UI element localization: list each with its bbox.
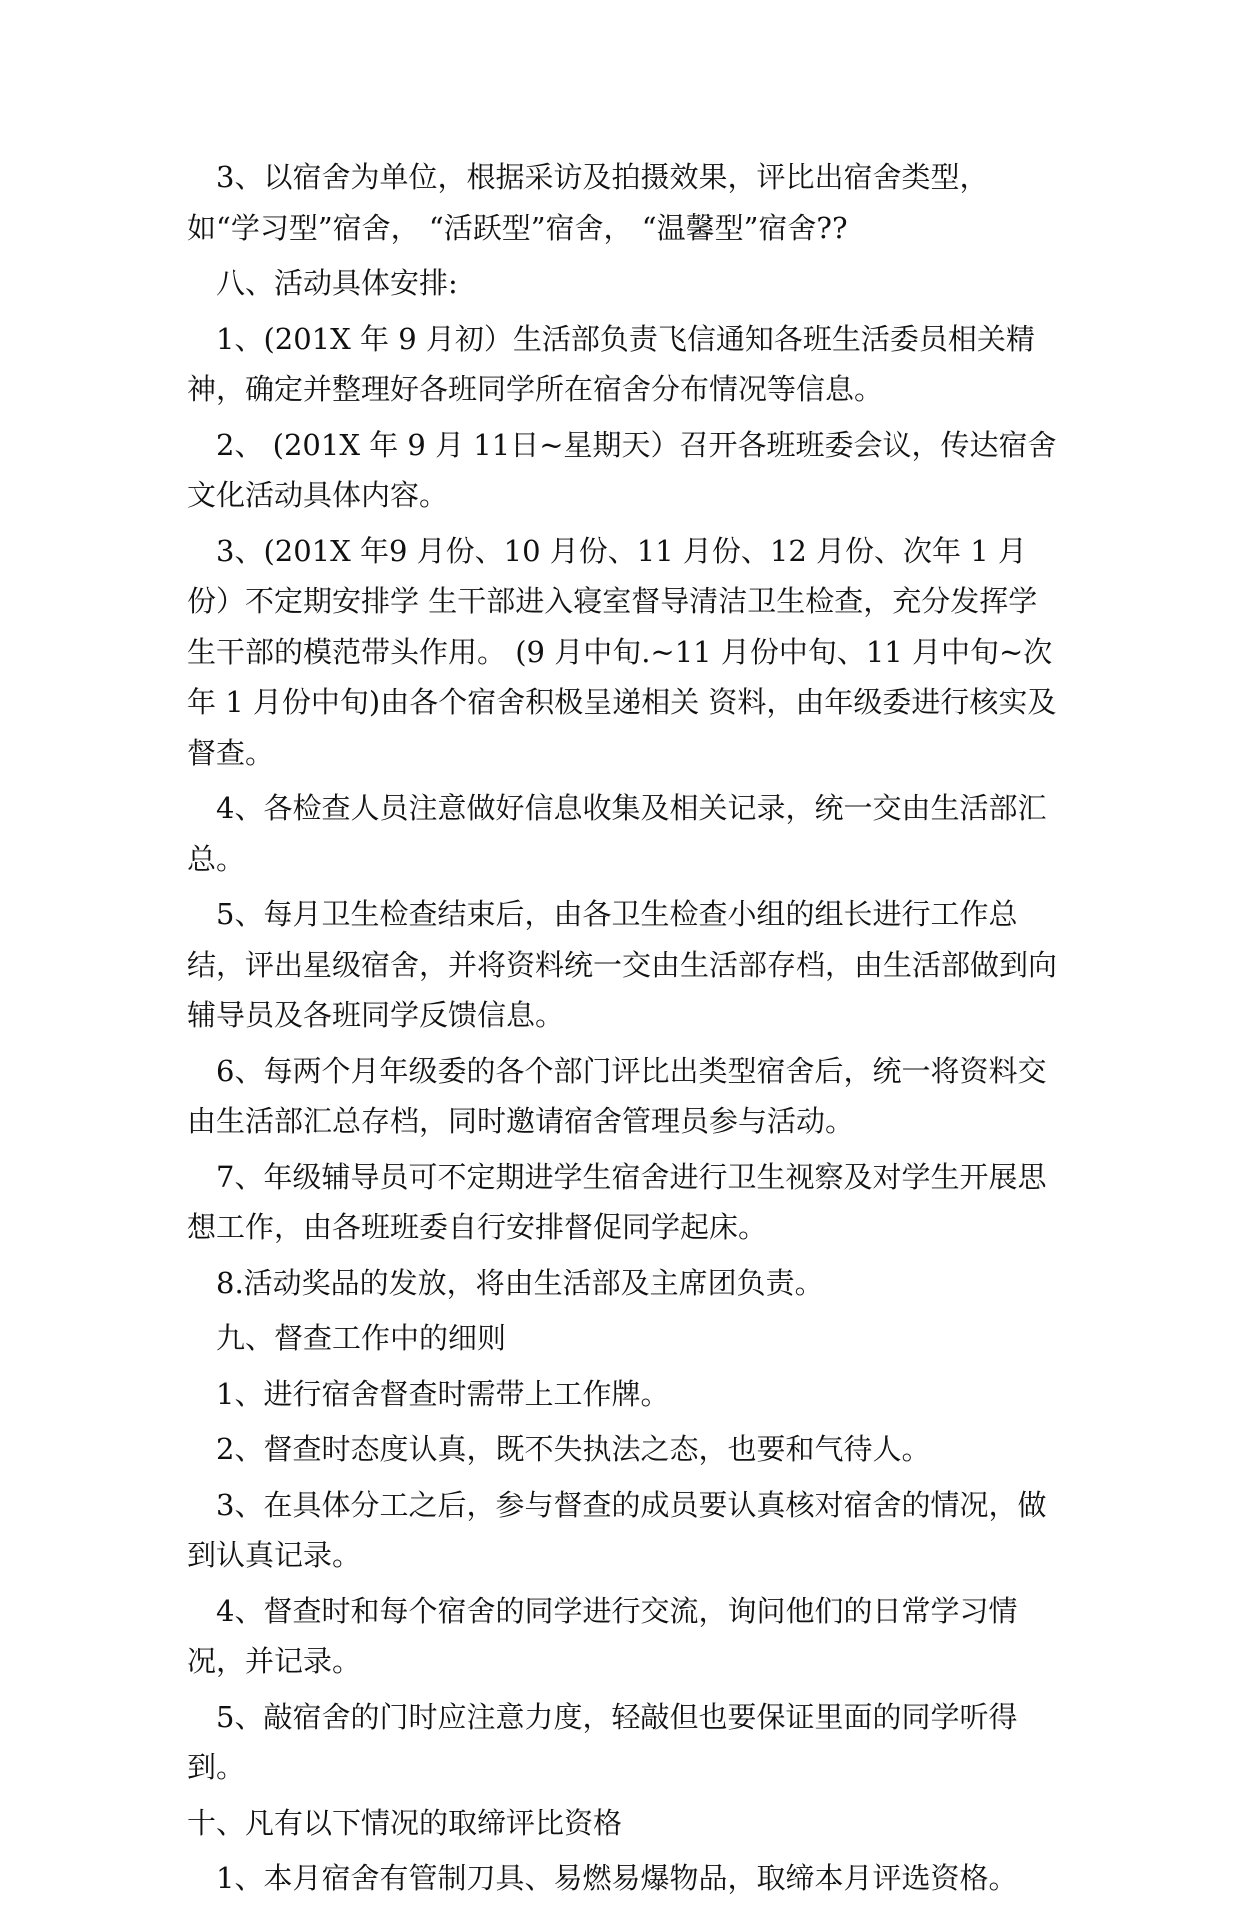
schedule-item-3: 3、(201X 年9 月份、10 月份、11 月份、12 月份、次年 1 月份）不定期安排学 生干部进入寝室督导清洁卫生检查，充分发挥学生干部的模范带头作用。 (9 月中旬.~11 月份中旬、11 月中旬~次年 1 月份中旬)由各个宿舍积极呈递相关 资料，由年级委进行核实及督查。: [187, 533, 1057, 770]
schedule-item-7: 7、年级辅导员可不定期进学生宿舍进行卫生视察及对学生开展思想工作，由各班班委自行安排督促同学起床。: [187, 1159, 1047, 1244]
schedule-item-8: 8.活动奖品的发放，将由生活部及主席团负责。: [216, 1265, 824, 1300]
schedule-item-6: 6、每两个月年级委的各个部门评比出类型宿舍后，统一将资料交由生活部汇总存档，同时邀请宿舍管理员参与活动。: [187, 1053, 1047, 1138]
schedule-item-2: 2、 (201X 年 9 月 11日~星期天）召开各班班委会议，传达宿舍文化活动具体内容。: [187, 427, 1057, 512]
section-heading-8-activity-schedule: 八、活动具体安排:: [216, 266, 458, 300]
schedule-item-4: 4、各检查人员注意做好信息收集及相关记录，统一交由生活部汇总。: [187, 791, 1047, 876]
document-body: [187, 152, 1057, 1909]
disqualification-item-1: 1、本月宿舍有管制刀具、易燃易爆物品，取缔本月评选资格。: [216, 1861, 1018, 1895]
rule-item-5: 5、敲宿舍的门时应注意力度，轻敲但也要保证里面的同学听得到。: [187, 1699, 1018, 1784]
rule-item-2: 2、督查时态度认真，既不失执法之态，也要和气待人。: [216, 1432, 931, 1466]
rule-item-4: 4、督查时和每个宿舍的同学进行交流，询问他们的日常学习情况，并记录。: [187, 1593, 1018, 1678]
schedule-item-5: 5、每月卫生检查结束后，由各卫生检查小组的组长进行工作总结，评出星级宿舍，并将资料统一交由生活部存档，由生活部做到向辅导员及各班同学反馈信息。: [187, 897, 1058, 1032]
section-heading-9-supervision-rules: 九、督查工作中的细则: [216, 1321, 507, 1355]
section-heading-10-disqualification: 十、凡有以下情况的取缔评比资格: [187, 1805, 623, 1840]
rule-item-3: 3、在具体分工之后，参与督查的成员要认真核对宿舍的情况，做到认真记录。: [187, 1487, 1047, 1572]
paragraph-item-3-dorm-types: 3、以宿舍为单位，根据采访及拍摄效果，评比出宿舍类型，如“学习型”宿舍， “活跃型”宿舍， “温馨型”宿舍??: [187, 160, 989, 245]
schedule-item-1: 1、(201X 年 9 月初）生活部负责飞信通知各班生活委员相关精神，确定并整理好各班同学所在宿舍分布情况等信息。: [187, 321, 1035, 406]
rule-item-1: 1、进行宿舍督查时需带上工作牌。: [216, 1376, 670, 1411]
